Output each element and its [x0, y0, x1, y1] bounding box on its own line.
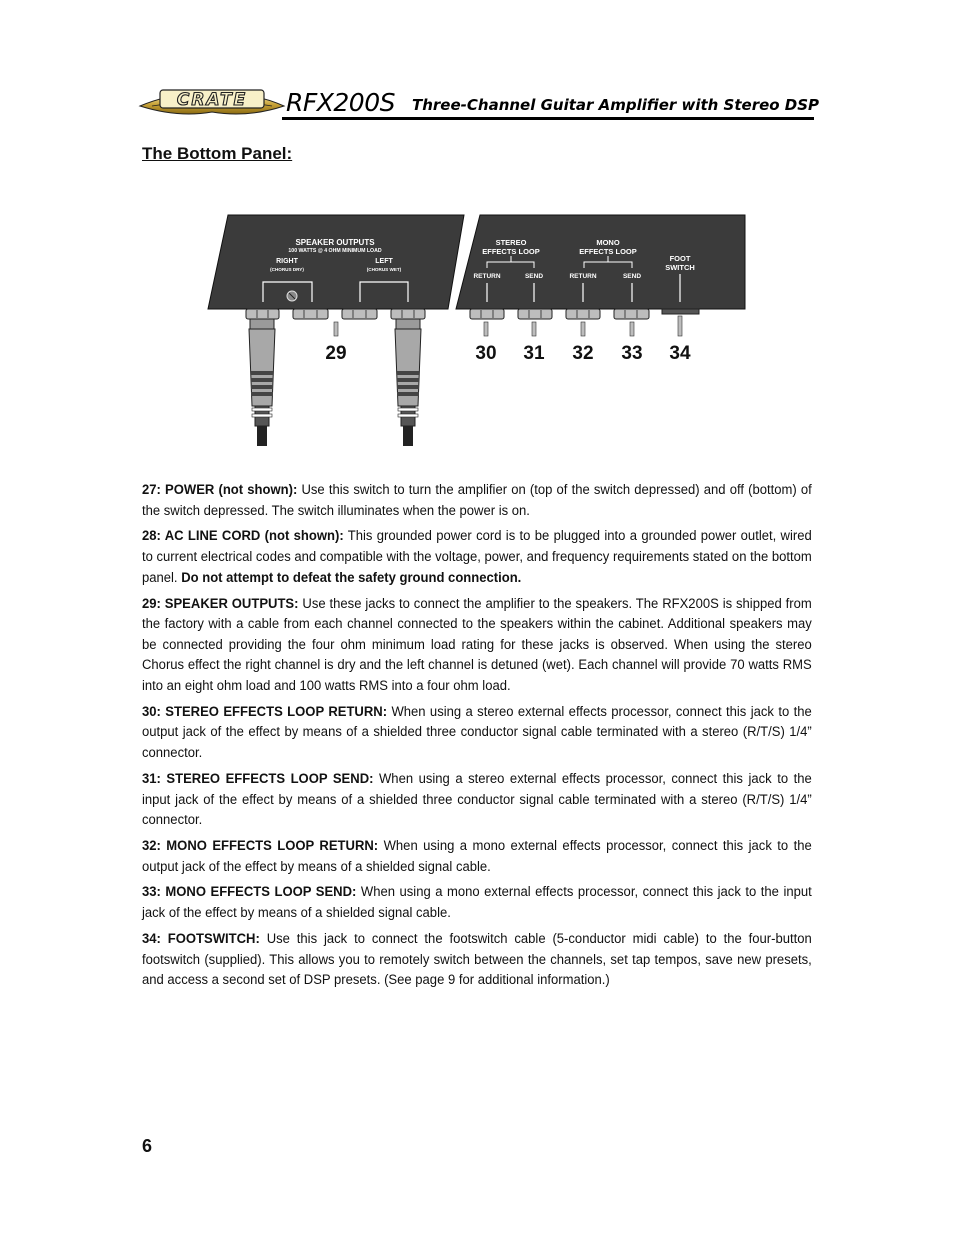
item-text: Use this switch to turn the amplifier on (top of the switch depressed) and off (bottom) of the switch depressed. The switch illuminates when the power is on. [142, 482, 812, 519]
item-31 [142, 769, 812, 831]
item-text: Use this jack to connect the footswitch cable (5-conductor midi cable) to the four-button footswitch (supplied). This allows you to remotely switch between the channels, set tap tempos, save new presets, and access a second set of DSP presets. (See page 9 for additional information.) [142, 930, 812, 989]
callout-33: 33 [621, 343, 643, 364]
mono-loop-label: MONO [596, 238, 620, 247]
item-text: When using a stereo external effects processor, connect this jack to the input jack of the effect by means of a shielded three conductor signal cable terminated with a stereo (R/T/S) 1/4” connector. [142, 770, 812, 829]
item-text: When using a mono external effects processor, connect this jack to the input jack of the effect by means of a shielded signal cable. [142, 884, 812, 922]
callout-29: 29 [325, 343, 347, 364]
item-label: 28: AC LINE CORD (not shown): [142, 528, 344, 545]
callout-30: 30 [475, 343, 497, 364]
callout-31: 31 [523, 343, 545, 364]
speaker-outputs-label: SPEAKER OUTPUTS [295, 238, 375, 247]
body-text [142, 480, 812, 996]
item-text: Use these jacks to connect the amplifier to the speakers. The RFX200S is shipped from the factory with a cable from each channel connected to the speakers within the cabinet. Additional speakers may be connected providing the four ohm minimum load rating for these jacks is observed. When using the stereo Chorus effect the right channel is dry and the left channel is detuned (wet). Each channel will provide 70 watts RMS into an eight ohm load and 100 watts RMS into a four ohm load. [142, 595, 812, 694]
item-text: When using a mono external effects processor, connect this jack to the output jack of the effect by means of a shielded signal cable. [142, 837, 812, 875]
footswitch-socket [662, 309, 699, 314]
item-text: When using a stereo external effects processor, connect this jack to the output jack of the effect by means of a shielded three conductor signal cable terminated with a stereo (R/T/S) 1/4” connector. [142, 703, 812, 762]
item-29 [142, 594, 812, 697]
item-32 [142, 836, 812, 877]
item-34 [142, 929, 812, 991]
foot-label: FOOT [669, 254, 691, 263]
return-label-2: RETURN [569, 273, 597, 280]
safety-warning: Do not attempt to defeat the safety ground connection. [181, 569, 522, 586]
return-label-1: RETURN [473, 273, 501, 280]
header-tagline: Three-Channel Guitar Amplifier with Stereo DSP [412, 96, 820, 114]
bottom-panel-diagram [200, 206, 760, 452]
item-label: 30: STEREO EFFECTS LOOP RETURN: [142, 703, 388, 720]
right-sub-label: (CHORUS DRY) [270, 267, 304, 272]
item-label: 33: MONO EFFECTS LOOP SEND: [142, 884, 357, 901]
send-label-1: SEND [524, 273, 544, 280]
brand-text: CRATE [176, 90, 248, 110]
item-30 [142, 702, 812, 764]
item-27 [142, 480, 812, 521]
callout-32: 32 [572, 343, 594, 364]
speaker-cable-left [395, 319, 421, 446]
left-label: LEFT [375, 258, 393, 265]
item-text: This grounded power cord is to be plugged into a grounded power outlet, wired to current electrical codes and compatible with the voltage, power, and frequency requirements stated on the bottom panel. [142, 528, 812, 586]
callout-34: 34 [669, 343, 691, 364]
item-label: 32: MONO EFFECTS LOOP RETURN: [142, 837, 379, 854]
left-sub-label: (CHORUS WET) [366, 267, 402, 272]
switch-label: SWITCH [665, 263, 695, 272]
item-label: 29: SPEAKER OUTPUTS: [142, 595, 299, 612]
page-number: 6 [142, 1136, 153, 1156]
send-label-2: SEND [622, 273, 642, 280]
speaker-rating-label: 100 WATTS @ 4 OHM MINIMUM LOAD [288, 248, 382, 254]
item-label: 31: STEREO EFFECTS LOOP SEND: [142, 770, 374, 787]
header-rule [282, 117, 814, 120]
crate-logo [138, 82, 286, 124]
right-label: RIGHT [276, 258, 298, 265]
speaker-cable-right [249, 319, 275, 446]
model-name: RFX200S [286, 88, 395, 117]
mono-loop-label-2: EFFECTS LOOP [579, 247, 637, 256]
item-label: 34: FOOTSWITCH: [142, 930, 260, 947]
item-33 [142, 882, 812, 923]
section-title: The Bottom Panel: [142, 144, 293, 163]
jack-nut [246, 309, 279, 319]
item-28 [142, 526, 812, 588]
stereo-loop-label: STEREO [495, 238, 527, 247]
stereo-loop-label-2: EFFECTS LOOP [482, 247, 540, 256]
item-label: 27: POWER (not shown): [142, 482, 298, 498]
